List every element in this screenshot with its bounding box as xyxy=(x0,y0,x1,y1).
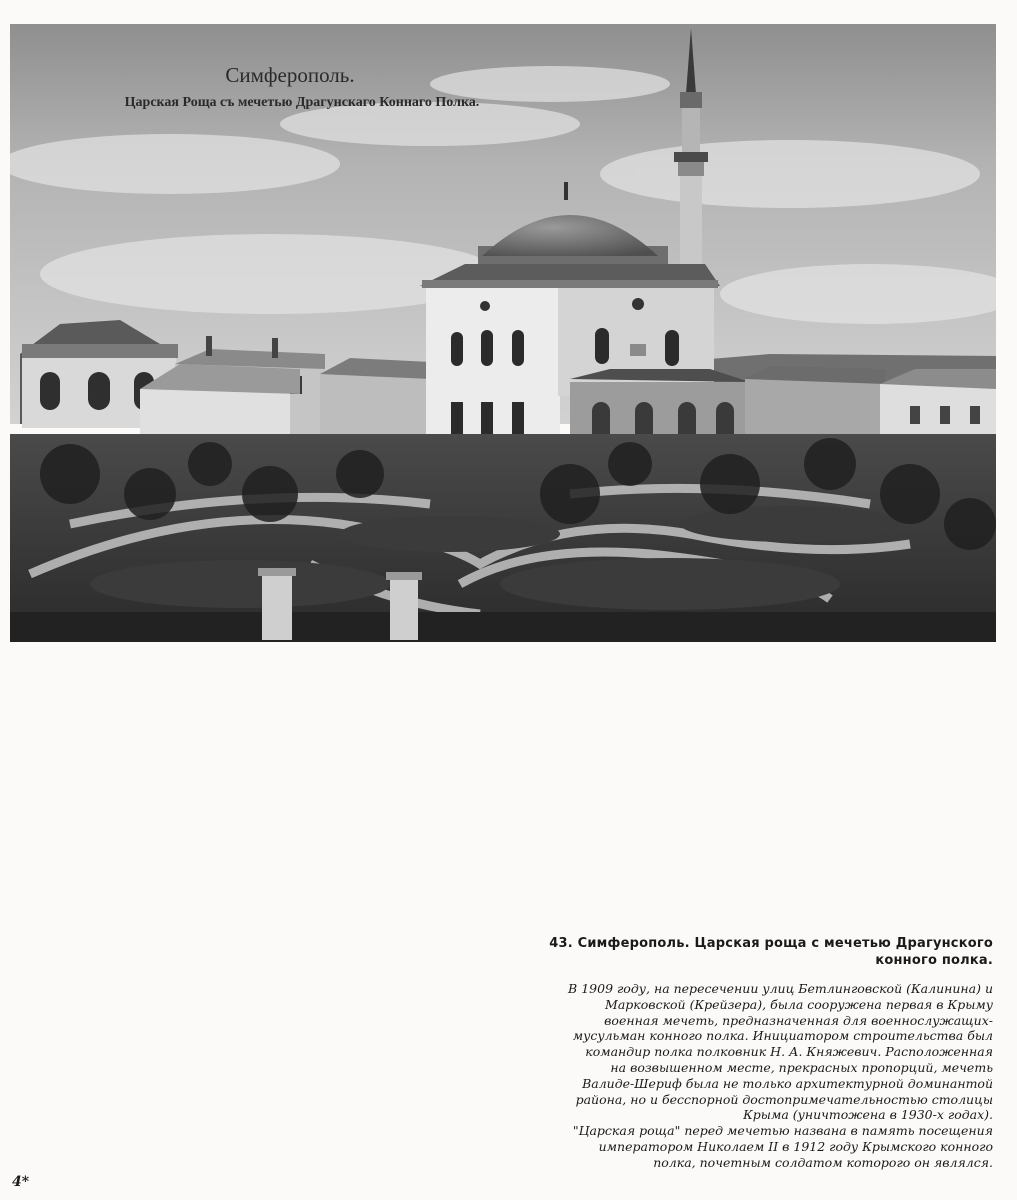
caption-title-line: 43. Симферополь. Царская роща с мечетью Драгунского xyxy=(549,936,993,951)
caption-line: полка, почетным солдатом которого он являлся. xyxy=(653,1154,993,1170)
caption-line: командир полка полковник Н. А. Княжевич. Расположенная xyxy=(585,1044,993,1060)
caption-title xyxy=(503,935,993,969)
caption-line: Крыма (уничтожена в 1930-х годах). xyxy=(743,1107,993,1123)
caption-line: на возвышенном месте, прекрасных пропорций, мечеть xyxy=(610,1059,993,1075)
caption-line: В 1909 году, на пересечении улиц Бетлинговской (Калинина) и xyxy=(568,981,993,996)
photo-city-title: Симферополь. xyxy=(225,63,355,87)
photo-subtitle: Царская Роща съ мечетью Драгунскаго Коннаго Полка. xyxy=(124,95,480,110)
caption-line: мусульман конного полка. Инициатором строительства был xyxy=(572,1028,993,1044)
caption-line: Валиде-Шериф была не только архитектурной доминантой xyxy=(582,1075,993,1091)
caption-title-line: конного полка. xyxy=(875,953,993,968)
historic-photo-mosque xyxy=(10,24,996,642)
caption-line: "Царская роща" перед мечетью названа в память посещения xyxy=(572,1123,993,1139)
caption-body xyxy=(493,981,993,1171)
page-number: 4* xyxy=(12,1174,30,1190)
caption-line: военная мечеть, предназначенная для военнослужащих- xyxy=(604,1012,993,1028)
caption-line: района, но и бесспорной достопримечательностью столицы xyxy=(575,1091,993,1107)
caption-line: императором Николаем II в 1912 году Крымского конного xyxy=(598,1138,993,1154)
caption-line: Марковской (Крейзера), была сооружена первая в Крыму xyxy=(605,996,993,1012)
